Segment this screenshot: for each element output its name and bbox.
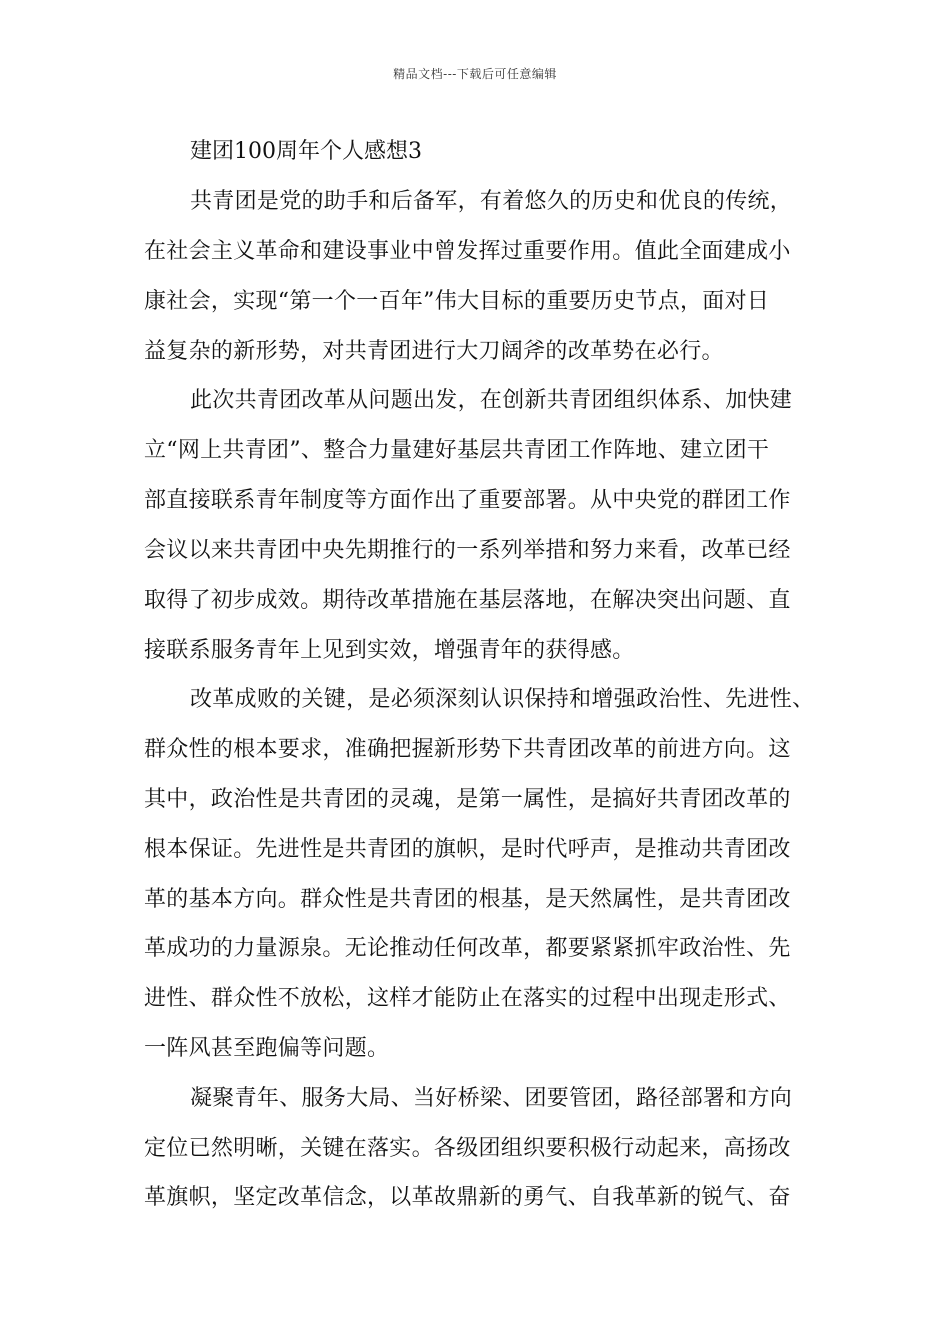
paragraph-1-line: 益复杂的新形势，对共青团进行大刀阔斧的改革势在必行。 <box>144 339 724 364</box>
paragraph-3-line: 进性、群众性不放松，这样才能防止在落实的过程中出现走形式、 <box>144 986 791 1011</box>
paragraph-2-line: 立“网上共青团”、整合力量建好基层共青团工作阵地、建立团干 <box>144 438 770 463</box>
paragraph-4-line: 革旗帜，坚定改革信念，以革故鼎新的勇气、自我革新的锐气、奋 <box>144 1185 791 1210</box>
paragraph-4-line: 定位已然明晰，关键在落实。各级团组织要积极行动起来，高扬改 <box>144 1136 791 1161</box>
paragraph-2-line: 部直接联系青年制度等方面作出了重要部署。从中央党的群团工作 <box>144 488 791 513</box>
paragraph-3-line: 革的基本方向。群众性是共青团的根基，是天然属性，是共青团改 <box>144 887 791 912</box>
paragraph-3-line: 革成功的力量源泉。无论推动任何改革，都要紧紧抓牢政治性、先 <box>144 936 791 961</box>
paragraph-1-line: 在社会主义革命和建设事业中曾发挥过重要作用。值此全面建成小 <box>144 239 791 264</box>
paragraph-2-line: 会议以来共青团中央先期推行的一系列举措和努力来看，改革已经 <box>144 538 791 563</box>
paragraph-3-line: 其中，政治性是共青团的灵魂，是第一属性，是搞好共青团改革的 <box>144 787 791 812</box>
paragraph-2-line: 此次共青团改革从问题出发，在创新共青团组织体系、加快建 <box>190 388 793 413</box>
paragraph-3-line: 根本保证。先进性是共青团的旗帜，是时代呼声，是推动共青团改 <box>144 837 791 862</box>
paragraph-3-line: 改革成败的关键，是必须深刻认识保持和增强政治性、先进性、 <box>190 687 815 712</box>
page-header: 精品文档---下载后可任意编辑 <box>393 67 557 81</box>
paragraph-2-line: 取得了初步成效。期待改革措施在基层落地，在解决突出问题、直 <box>144 588 791 613</box>
paragraph-4-line: 凝聚青年、服务大局、当好桥梁、团要管团，路径部署和方向 <box>190 1086 793 1111</box>
paragraph-1-line: 康社会，实现“第一个一百年”伟大目标的重要历史节点，面对日 <box>144 289 770 314</box>
paragraph-1-line: 共青团是党的助手和后备军，有着悠久的历史和优良的传统， <box>190 189 793 214</box>
paragraph-2-line: 接联系服务青年上见到实效，增强青年的获得感。 <box>144 638 635 663</box>
paragraph-3-line: 群众性的根本要求，准确把握新形势下共青团改革的前进方向。这 <box>144 737 791 762</box>
paragraph-3-line: 一阵风甚至跑偏等问题。 <box>144 1036 390 1061</box>
document-title: 建团100周年个人感想3 <box>190 139 422 164</box>
